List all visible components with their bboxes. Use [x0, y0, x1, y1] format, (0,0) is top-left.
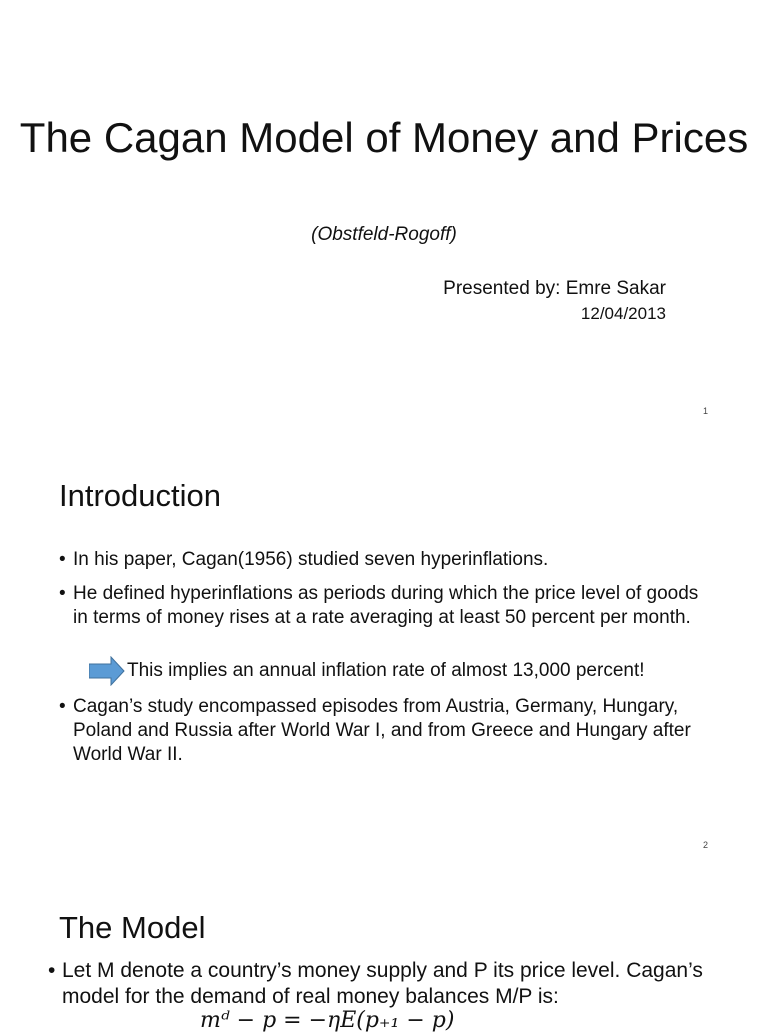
arrow-note-text: This implies an annual inflation rate of almost 13,000 percent!	[127, 660, 645, 681]
slide-subtitle: (Obstfeld-Rogoff)	[311, 224, 457, 245]
page-number: 1	[702, 406, 708, 416]
presenter-line: Presented by: Emre Sakar	[443, 278, 666, 299]
section-heading: The Model	[59, 910, 206, 945]
bullet-item: • Cagan’s study encompassed episodes from Austria, Germany, Hungary, Poland and Russia after World War I, and from Greece and Hungary after World War II.	[59, 695, 709, 767]
presentation-date: 12/04/2013	[580, 304, 666, 323]
bullet-item: • In his paper, Cagan(1956) studied seven hyperinflations.	[59, 548, 709, 572]
arrow-note-row	[89, 654, 645, 688]
bullet-list	[59, 548, 709, 640]
bullet-item: • He defined hyperinflations as periods during which the price level of goods in terms of money rises at a rate averaging at least 50 percent per month.	[59, 582, 709, 630]
bullet-item: • Let M denote a country’s money supply and P its price level. Cagan’s model for the demand of real money balances M/P is:	[48, 958, 728, 1010]
demand-equation: mᵈ − p = −ηE(p₊₁ − p)	[200, 1008, 455, 1033]
right-arrow-icon	[89, 656, 125, 686]
slide-title: The Cagan Model of Money and Prices	[19, 114, 749, 161]
bullet-list-continued	[59, 695, 709, 777]
slide-1	[0, 0, 768, 428]
page-number: 2	[702, 840, 708, 850]
section-heading: Introduction	[59, 478, 221, 513]
